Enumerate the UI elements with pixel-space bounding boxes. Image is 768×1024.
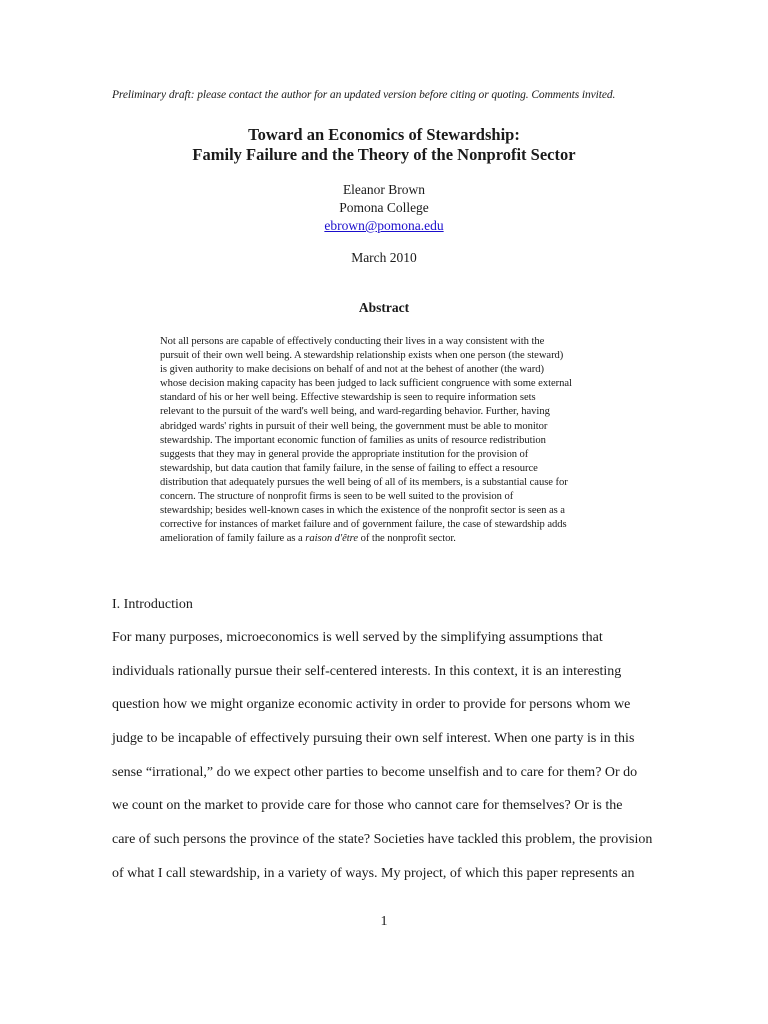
body-line: individuals rationally pursue their self-centered interests. In this context, it is an interesting (112, 663, 622, 679)
abstract-line: abridged wards' rights in pursuit of their well being, the government must be able to monitor (160, 420, 548, 432)
abstract-italic-phrase: raison d'être (305, 533, 358, 545)
introduction-body (112, 629, 712, 899)
abstract-line: stewardship. The important economic function of families as units of resource redistribution (160, 434, 546, 446)
body-line: care of such persons the province of the state? Societies have tackled this problem, the provision (112, 832, 653, 848)
abstract-heading: Abstract (358, 300, 410, 315)
body-line: For many purposes, microeconomics is well served by the simplifying assumptions that (112, 630, 603, 645)
draft-note: Preliminary draft: please contact the author for an updated version before citing or quoting. Comments invited. (112, 89, 616, 101)
abstract-line: standard of his or her well being. Effective stewardship is seen to require information sets (160, 392, 536, 404)
abstract-line: stewardship; besides well-known cases in which the existence of the nonprofit sector is seen as a (160, 505, 565, 517)
abstract-line: is given authority to make decisions on behalf of and not at the behest of another (the ward) (160, 364, 544, 376)
body-line: question how we might organize economic activity in order to provide for persons whom we (112, 697, 631, 713)
abstract-line: whose decision making capacity has been judged to lack sufficient congruence with some external (160, 378, 572, 390)
body-line: of what I call stewardship, in a variety of ways. My project, of which this paper represents an (112, 865, 635, 881)
abstract-line: pursuit of their own well being. A stewardship relationship exists when one person (the steward) (160, 350, 564, 362)
page-number: 1 (380, 914, 388, 929)
abstract-line: stewardship, but data caution that family failure, in the sense of failing to effect a resource (160, 462, 538, 474)
abstract-body (160, 335, 620, 546)
body-line: sense “irrational,” do we expect other parties to become unselfish and to care for them? Or do (112, 764, 638, 780)
abstract-line: corrective for instances of market failure and of government failure, the case of stewardship adds (160, 519, 567, 531)
abstract-line: relevant to the pursuit of the ward's well being, and ward-regarding behavior. Further, having (160, 406, 550, 418)
body-line: judge to be incapable of effectively pursuing their own self interest. When one party is in this (112, 731, 635, 747)
paper-date: March 2010 (351, 250, 417, 265)
section-heading-introduction: I. Introduction (112, 597, 193, 612)
abstract-line: Not all persons are capable of effectively conducting their lives in a way consistent with the (160, 336, 545, 347)
paper-title-line-1: Toward an Economics of Stewardship: (248, 125, 520, 144)
abstract-line: concern. The structure of nonprofit firms is seen to be well suited to the provision of (160, 491, 514, 503)
abstract-line: suggests that they may in general provide the appropriate institution for the provision of (160, 448, 529, 460)
abstract-last-text: amelioration of family failure as a (160, 533, 306, 545)
abstract-last-text-end: of the nonprofit sector. (358, 533, 456, 545)
paper-title-line-2: Family Failure and the Theory of the Nonprofit Sector (192, 145, 576, 164)
author-name: Eleanor Brown (342, 182, 426, 197)
abstract-last-line (160, 532, 620, 546)
abstract-line: distribution that adequately pursues the well being of all of its members, is a substantial cause for (160, 476, 568, 488)
body-line: we count on the market to provide care for those who cannot care for themselves? Or is the (112, 798, 623, 814)
author-affiliation: Pomona College (339, 200, 429, 215)
author-email-link[interactable]: ebrown@pomona.edu (324, 218, 444, 233)
